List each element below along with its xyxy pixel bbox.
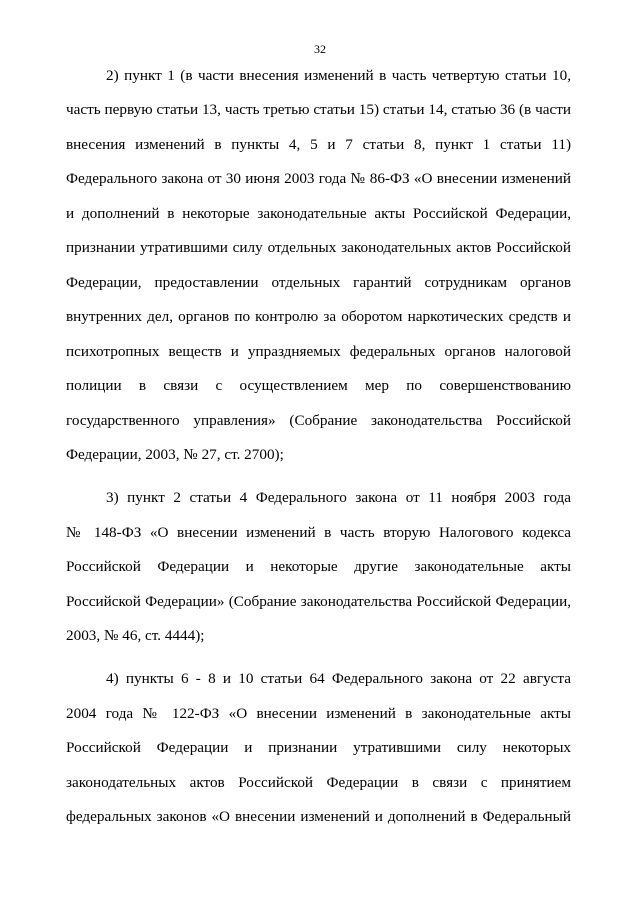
text-line: федеральных законов «О внесении изменений и дополнений в Федеральный [66, 808, 571, 825]
text-line: Российской Федерации и некоторые другие законодательные акты [66, 558, 571, 575]
text-line: полиции в связи с осуществлением мер по совершенствованию [66, 377, 571, 394]
text-line: признании утратившими силу отдельных законодательных актов Российской [66, 239, 571, 256]
text-line: Федерации, предоставлении отдельных гарантий сотрудникам органов [66, 274, 571, 291]
text-line: внесения изменений в пункты 4, 5 и 7 статьи 8, пункт 1 статьи 11) [66, 136, 571, 153]
text-line: 2004 года № 122-ФЗ «О внесении изменений в законодательные акты [66, 705, 571, 722]
text-line: государственного управления» (Собрание законодательства Российской [66, 412, 571, 429]
text-line: 2) пункт 1 (в части внесения изменений в часть четвертую статьи 10, [106, 67, 571, 84]
text-line: 4) пункты 6 - 8 и 10 статьи 64 Федерального закона от 22 августа [106, 670, 571, 687]
text-line: внутренних дел, органов по контролю за оборотом наркотических средств и [66, 308, 571, 325]
text-line: законодательных актов Российской Федерации в связи с принятием [66, 774, 571, 791]
text-line: Российской Федерации» (Собрание законодательства Российской Федерации, [66, 593, 571, 610]
text-line: Федерального закона от 30 июня 2003 года № 86-ФЗ «О внесении изменений [66, 170, 571, 187]
text-line: и дополнений в некоторые законодательные акты Российской Федерации, [66, 205, 571, 222]
text-line: 2003, № 46, ст. 4444); [66, 627, 205, 644]
text-line: Федерации, 2003, № 27, ст. 2700); [66, 446, 284, 463]
page-number: 32 [314, 42, 326, 56]
text-line: часть первую статьи 13, часть третью статьи 15) статьи 14, статью 36 (в части [66, 101, 571, 118]
text-line: Российской Федерации и признании утратившими силу некоторых [66, 739, 571, 756]
text-line: № 148-ФЗ «О внесении изменений в часть вторую Налогового кодекса [66, 524, 571, 541]
text-line: 3) пункт 2 статьи 4 Федерального закона от 11 ноября 2003 года [106, 489, 571, 506]
text-line: психотропных веществ и упраздняемых федеральных органов налоговой [66, 343, 571, 360]
